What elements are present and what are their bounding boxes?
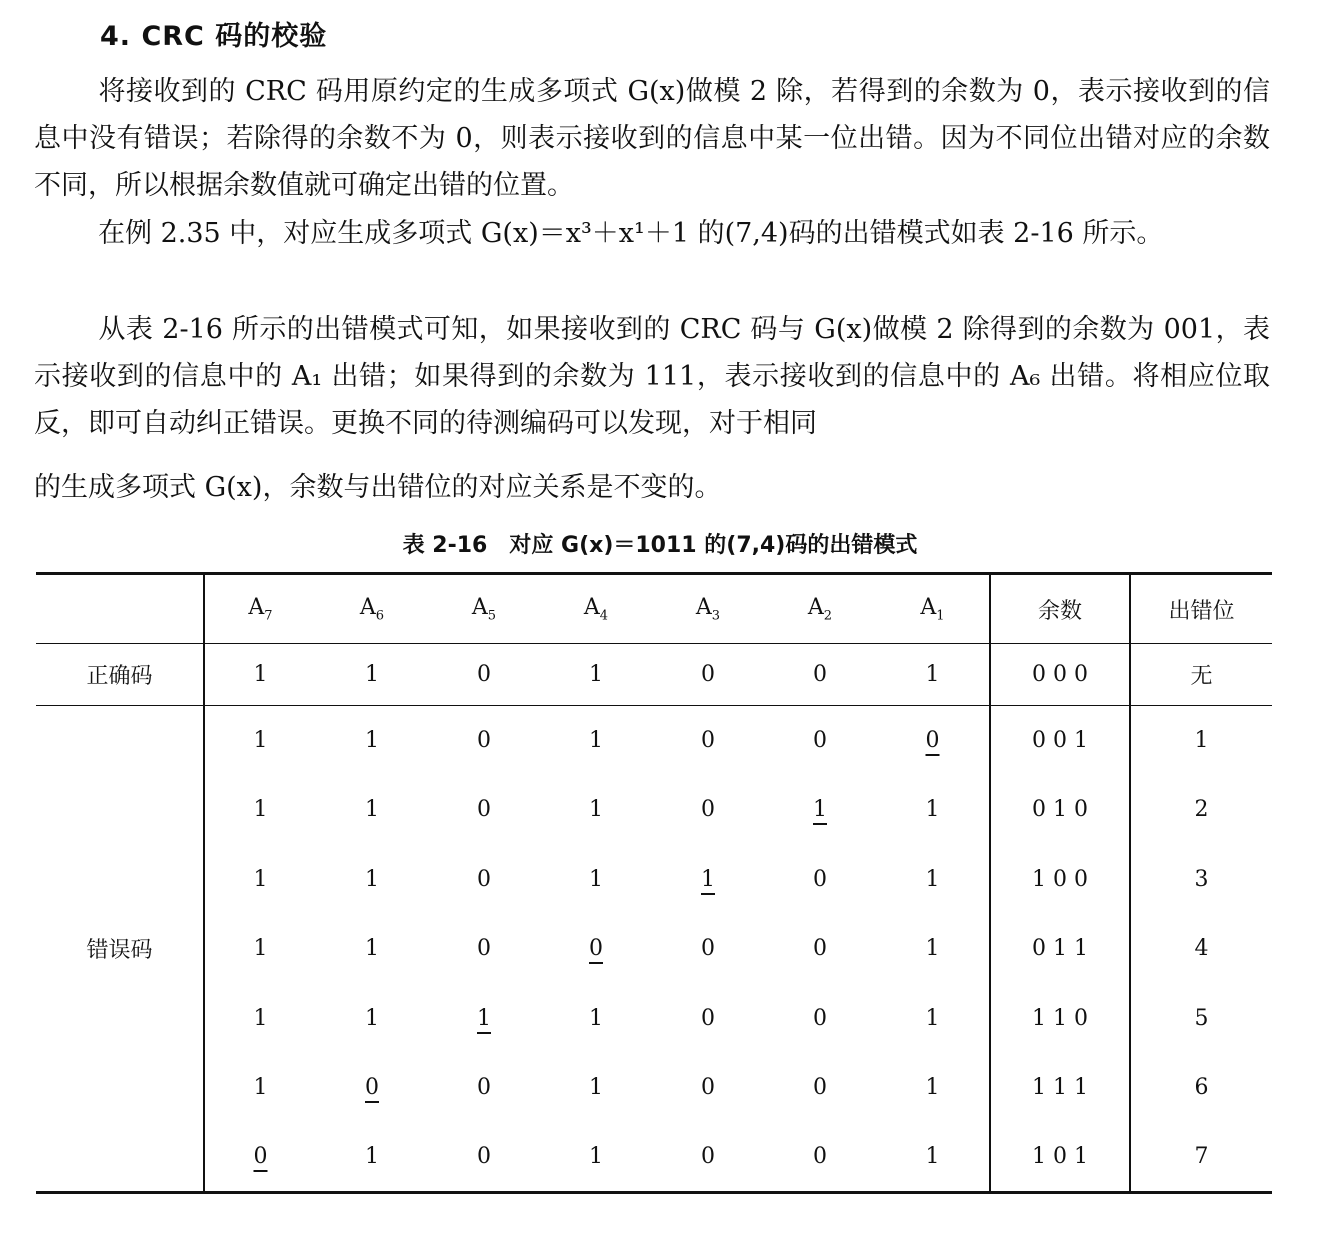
bit-cell: 0 xyxy=(813,1144,827,1169)
bit-cell: 1 xyxy=(589,866,603,892)
bit-cell: 0 xyxy=(813,1005,827,1031)
error-code-row xyxy=(36,706,1272,776)
table-caption: 表 2-16 对应 G(x)＝1011 的(7,4)码的出错模式 xyxy=(402,533,918,558)
bit-cell: 1 xyxy=(365,1005,379,1031)
error-pattern-table xyxy=(36,572,1272,1194)
bit-cell: 0 xyxy=(701,1144,715,1169)
error-code-row xyxy=(36,775,1272,845)
bit-cell: 1 xyxy=(925,662,940,687)
bit-cell: 1 xyxy=(925,866,940,892)
bit-cell: 0 xyxy=(365,1075,379,1101)
bit-cell: 1 xyxy=(253,866,268,892)
error-code-row xyxy=(36,1123,1272,1193)
bit-cell: 0 xyxy=(701,728,715,753)
remainder-cell: 1 0 1 xyxy=(990,1123,1130,1193)
error-bit-cell: 1 xyxy=(1194,728,1209,753)
header-a4: $A_4$ xyxy=(583,594,609,624)
header-remainder: 余数 xyxy=(990,574,1130,644)
row-label-error: 错误码 xyxy=(36,706,204,1193)
bit-cell: 1 xyxy=(253,1075,268,1101)
section-heading: 4. CRC 码的校验 xyxy=(100,21,328,52)
bit-cell: 0 xyxy=(813,662,827,687)
error-code-row xyxy=(36,1053,1272,1123)
error-bit-cell: 4 xyxy=(1194,936,1209,962)
bit-cell: 1 xyxy=(589,1075,603,1101)
remainder-cell: 0 1 0 xyxy=(990,775,1130,845)
bit-cell: 1 xyxy=(589,797,603,823)
remainder-cell: 0 0 1 xyxy=(990,706,1130,776)
bit-cell: 1 xyxy=(589,1005,603,1031)
bit-cell: 0 xyxy=(477,1144,491,1169)
header-error-bit: 出错位 xyxy=(1168,598,1235,624)
bit-cell: 1 xyxy=(925,1005,940,1031)
paragraph-3-text: 从表 2-16 所示的出错模式可知，如果接收到的 CRC 码与 G(x)做模 2 除得到的余数为 001，表示接收到的信息中的 A₁ 出错；如果得到的余数为 111，表示接收到的信息中的 A₆ 出错。将相应位取反，即可自动纠正错误。更换不同的待测编码可以发现，对于相同 xyxy=(34,314,1270,439)
paragraph-4 xyxy=(34,464,1270,511)
remainder-cell: 0 1 1 xyxy=(990,914,1130,984)
paragraph-2 xyxy=(34,210,1270,257)
header-a1: $A_1$ xyxy=(920,594,945,624)
bit-cell: 0 xyxy=(701,1075,715,1101)
bit-cell: 1 xyxy=(925,1144,940,1169)
bit-cell: 0 xyxy=(701,1005,715,1031)
bit-cell: 1 xyxy=(925,1075,940,1101)
header-a6: $A_6$ xyxy=(359,594,385,624)
bit-cell: 0 xyxy=(813,1075,827,1101)
error-code-row xyxy=(36,845,1272,915)
bit-cell: 1 xyxy=(701,866,715,892)
bit-cell: 1 xyxy=(589,728,603,753)
bit-cell: 1 xyxy=(365,728,379,753)
bit-cell: 1 xyxy=(253,728,268,753)
bit-cell: 1 xyxy=(253,936,268,962)
correct-code-row xyxy=(36,644,1272,706)
bit-cell: 0 xyxy=(925,728,940,753)
header-a3: $A_3$ xyxy=(695,594,721,624)
bit-cell: 1 xyxy=(253,797,268,823)
row-label-correct: 正确码 xyxy=(36,644,204,706)
header-a7: $A_7$ xyxy=(248,594,273,624)
bit-cell: 1 xyxy=(589,1144,603,1169)
remainder-cell: 1 0 0 xyxy=(990,845,1130,915)
error-bit-cell: 3 xyxy=(1194,866,1209,892)
table-header-row xyxy=(36,574,1272,644)
header-blank xyxy=(36,574,204,644)
bit-cell: 0 xyxy=(477,662,491,687)
bit-cell: 0 xyxy=(477,1075,491,1101)
error-code-row xyxy=(36,914,1272,984)
error-code-row xyxy=(36,984,1272,1054)
remainder-cell: 0 0 0 xyxy=(990,644,1130,706)
bit-cell: 1 xyxy=(813,797,827,823)
paragraph-1 xyxy=(34,68,1270,209)
paragraph-1-text: 将接收到的 CRC 码用原约定的生成多项式 G(x)做模 2 除，若得到的余数为 0，表示接收到的信息中没有错误；若除得的余数不为 0，则表示接收到的信息中某一位出错。因为不同位出错对应的余数不同，所以根据余数值就可确定出错的位置。 xyxy=(34,76,1270,201)
bit-cell: 1 xyxy=(477,1005,491,1031)
bit-cell: 0 xyxy=(813,936,827,962)
paragraph-3 xyxy=(34,306,1270,447)
bit-cell: 1 xyxy=(253,1005,268,1031)
bit-cell: 1 xyxy=(365,797,379,823)
error-bit-cell: 7 xyxy=(1194,1144,1209,1169)
bit-cell: 1 xyxy=(365,662,379,687)
error-bit-cell: 6 xyxy=(1194,1075,1209,1101)
bit-cell: 0 xyxy=(477,728,491,753)
bit-cell: 1 xyxy=(589,662,603,687)
bit-cell: 0 xyxy=(813,728,827,753)
bit-cell: 0 xyxy=(701,797,715,823)
bit-cell: 0 xyxy=(813,866,827,892)
bit-cell: 0 xyxy=(477,797,491,823)
bit-cell: 0 xyxy=(477,866,491,892)
bit-cell: 1 xyxy=(925,936,940,962)
bit-cell: 1 xyxy=(925,797,940,823)
error-bit-cell: 2 xyxy=(1194,797,1209,823)
bit-cell: 0 xyxy=(589,936,603,962)
paragraph-4-text: 的生成多项式 G(x)，余数与出错位的对应关系是不变的。 xyxy=(34,472,722,503)
remainder-cell: 1 1 1 xyxy=(990,1053,1130,1123)
header-a5: $A_5$ xyxy=(471,594,497,624)
bit-cell: 0 xyxy=(701,662,715,687)
error-bit-cell: 无 xyxy=(1190,664,1213,689)
bit-cell: 1 xyxy=(253,662,268,687)
bit-cell: 1 xyxy=(365,866,379,892)
bit-cell: 1 xyxy=(365,936,379,962)
bit-cell: 0 xyxy=(701,936,715,962)
bit-cell: 1 xyxy=(365,1144,379,1169)
remainder-cell: 1 1 0 xyxy=(990,984,1130,1054)
paragraph-2-text: 在例 2.35 中，对应生成多项式 G(x)＝x³＋x¹＋1 的(7,4)码的出错模式如表 2-16 所示。 xyxy=(98,218,1164,249)
error-bit-cell: 5 xyxy=(1194,1005,1209,1031)
bit-cell: 0 xyxy=(477,936,491,962)
header-a2: $A_2$ xyxy=(807,594,833,624)
bit-cell: 0 xyxy=(253,1144,268,1169)
